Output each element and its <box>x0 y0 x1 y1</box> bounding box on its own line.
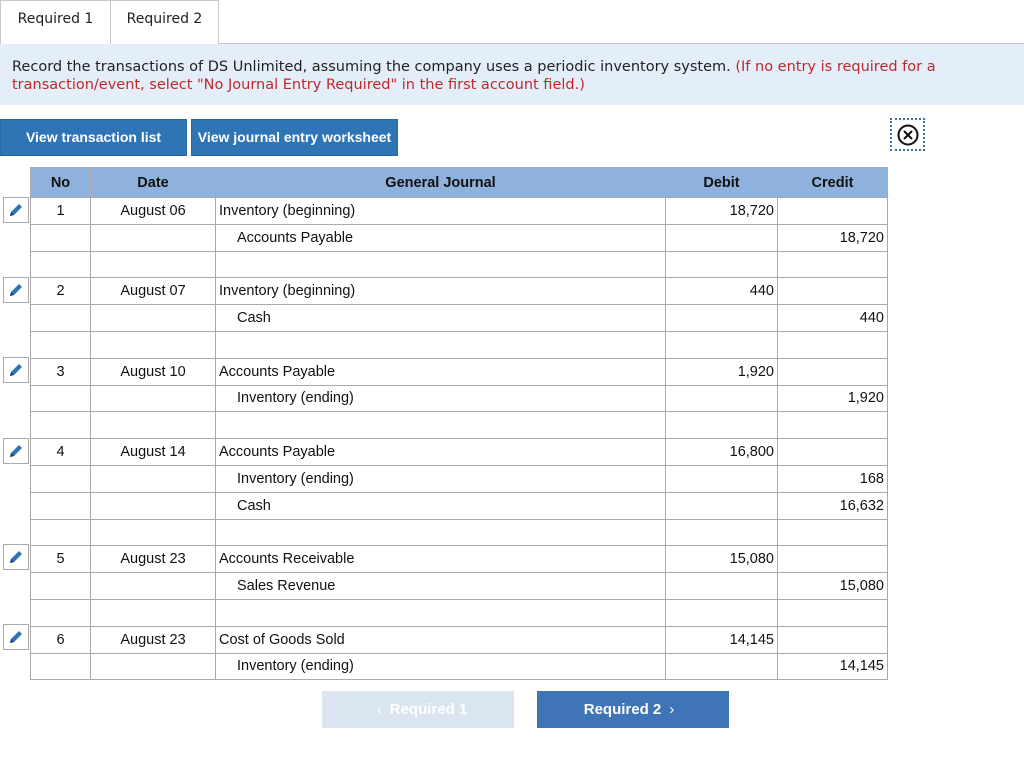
cell-account: Inventory (beginning) <box>216 278 666 305</box>
cell-account: Accounts Receivable <box>216 546 666 573</box>
cell-credit: 18,720 <box>778 224 888 251</box>
cell-credit <box>778 626 888 653</box>
cell-debit: 18,720 <box>666 198 778 225</box>
cell-date <box>91 492 216 519</box>
cell-credit: 1,920 <box>778 385 888 412</box>
cell-account: Inventory (ending) <box>216 653 666 680</box>
table-row <box>31 412 888 439</box>
cell-account: Inventory (beginning) <box>216 198 666 225</box>
cell-account: Inventory (ending) <box>216 385 666 412</box>
cell-no <box>31 599 91 626</box>
view-transaction-list-button[interactable]: View transaction list <box>0 119 187 156</box>
cell-date <box>91 412 216 439</box>
cell-credit <box>778 439 888 466</box>
cell-credit: 168 <box>778 465 888 492</box>
cell-credit <box>778 412 888 439</box>
close-circle-icon <box>897 124 919 146</box>
cell-debit <box>666 599 778 626</box>
cell-credit: 15,080 <box>778 573 888 600</box>
edit-entry-4-button[interactable] <box>3 438 29 464</box>
cell-debit: 16,800 <box>666 439 778 466</box>
cell-no <box>31 251 91 278</box>
table-row <box>31 599 888 626</box>
cell-account: Inventory (ending) <box>216 465 666 492</box>
cell-date <box>91 305 216 332</box>
table-row <box>31 305 888 332</box>
pencil-icon <box>8 282 24 298</box>
cell-debit: 440 <box>666 278 778 305</box>
edit-entry-6-button[interactable] <box>3 624 29 650</box>
cell-credit: 440 <box>778 305 888 332</box>
cell-no: 4 <box>31 439 91 466</box>
table-row <box>31 385 888 412</box>
cell-debit <box>666 251 778 278</box>
table-row <box>31 198 888 225</box>
table-row <box>31 465 888 492</box>
cell-debit <box>666 573 778 600</box>
cell-no <box>31 492 91 519</box>
instructions-text: Record the transactions of DS Unlimited, assuming the company uses a periodic inventory system. <box>12 59 731 75</box>
cell-credit <box>778 251 888 278</box>
cell-no <box>31 465 91 492</box>
cell-debit <box>666 465 778 492</box>
cell-credit <box>778 331 888 358</box>
header-general-journal: General Journal <box>216 168 666 198</box>
cell-credit <box>778 599 888 626</box>
table-row <box>31 331 888 358</box>
cell-debit: 1,920 <box>666 358 778 385</box>
pencil-icon <box>8 202 24 218</box>
cell-no <box>31 412 91 439</box>
cell-credit <box>778 198 888 225</box>
pencil-icon <box>8 443 24 459</box>
table-row <box>31 653 888 680</box>
table-row <box>31 573 888 600</box>
pencil-icon <box>8 362 24 378</box>
cell-account: Cash <box>216 492 666 519</box>
cell-account <box>216 331 666 358</box>
table-row <box>31 519 888 546</box>
header-credit: Credit <box>778 168 888 198</box>
tab-required-2[interactable]: Required 2 <box>111 0 219 44</box>
prev-label: Required 1 <box>389 701 468 718</box>
next-required-2-button[interactable] <box>537 691 729 728</box>
cell-date <box>91 385 216 412</box>
cell-debit: 14,145 <box>666 626 778 653</box>
cell-date <box>91 573 216 600</box>
pencil-icon <box>8 629 24 645</box>
table-row <box>31 492 888 519</box>
view-journal-worksheet-button[interactable]: View journal entry worksheet <box>191 119 398 156</box>
cell-no: 5 <box>31 546 91 573</box>
cell-date: August 06 <box>91 198 216 225</box>
cell-account: Sales Revenue <box>216 573 666 600</box>
cell-credit <box>778 546 888 573</box>
edit-entry-1-button[interactable] <box>3 197 29 223</box>
cell-no <box>31 653 91 680</box>
close-button[interactable] <box>890 118 925 151</box>
cell-date <box>91 599 216 626</box>
cell-date <box>91 653 216 680</box>
cell-debit <box>666 412 778 439</box>
cell-account <box>216 599 666 626</box>
cell-no: 3 <box>31 358 91 385</box>
edit-entry-5-button[interactable] <box>3 544 29 570</box>
cell-no <box>31 573 91 600</box>
table-row <box>31 358 888 385</box>
tab-bar <box>0 0 1024 44</box>
cell-credit: 16,632 <box>778 492 888 519</box>
next-label: Required 2 <box>583 701 662 718</box>
cell-credit: 14,145 <box>778 653 888 680</box>
cell-date: August 23 <box>91 546 216 573</box>
edit-entry-2-button[interactable] <box>3 277 29 303</box>
cell-date: August 10 <box>91 358 216 385</box>
cell-debit <box>666 331 778 358</box>
cell-credit <box>778 358 888 385</box>
cell-debit <box>666 492 778 519</box>
cell-debit <box>666 653 778 680</box>
table-row <box>31 278 888 305</box>
cell-no <box>31 385 91 412</box>
chevron-left-icon: ‹ <box>376 701 382 718</box>
prev-required-1-button[interactable] <box>322 691 514 728</box>
cell-debit <box>666 305 778 332</box>
cell-debit <box>666 224 778 251</box>
header-debit: Debit <box>666 168 778 198</box>
cell-account: Accounts Payable <box>216 358 666 385</box>
chevron-right-icon: › <box>669 701 675 718</box>
cell-no <box>31 331 91 358</box>
table-row <box>31 546 888 573</box>
cell-credit <box>778 278 888 305</box>
cell-date <box>91 251 216 278</box>
cell-no: 1 <box>31 198 91 225</box>
cell-account: Cost of Goods Sold <box>216 626 666 653</box>
cell-account <box>216 519 666 546</box>
tab-required-1[interactable]: Required 1 <box>0 0 111 45</box>
cell-date <box>91 519 216 546</box>
instructions-panel <box>0 44 1024 105</box>
cell-account <box>216 251 666 278</box>
table-row <box>31 626 888 653</box>
cell-date: August 07 <box>91 278 216 305</box>
cell-date <box>91 224 216 251</box>
cell-no <box>31 224 91 251</box>
general-journal-table <box>30 167 888 680</box>
table-row <box>31 251 888 278</box>
table-header-row <box>31 168 888 198</box>
cell-account: Cash <box>216 305 666 332</box>
table-row <box>31 224 888 251</box>
header-date: Date <box>91 168 216 198</box>
cell-account: Accounts Payable <box>216 439 666 466</box>
cell-debit: 15,080 <box>666 546 778 573</box>
cell-date <box>91 331 216 358</box>
table-row <box>31 439 888 466</box>
pencil-icon <box>8 549 24 565</box>
cell-date <box>91 465 216 492</box>
cell-no <box>31 305 91 332</box>
cell-no: 2 <box>31 278 91 305</box>
cell-date: August 14 <box>91 439 216 466</box>
cell-debit <box>666 385 778 412</box>
cell-account: Accounts Payable <box>216 224 666 251</box>
cell-credit <box>778 519 888 546</box>
cell-no <box>31 519 91 546</box>
cell-no: 6 <box>31 626 91 653</box>
header-no: No <box>31 168 91 198</box>
cell-account <box>216 412 666 439</box>
cell-date: August 23 <box>91 626 216 653</box>
cell-debit <box>666 519 778 546</box>
edit-entry-3-button[interactable] <box>3 357 29 383</box>
instructions-note: (If no entry is required for a transaction/event, select "No Journal Entry Required" in the first account field.) <box>12 59 936 93</box>
